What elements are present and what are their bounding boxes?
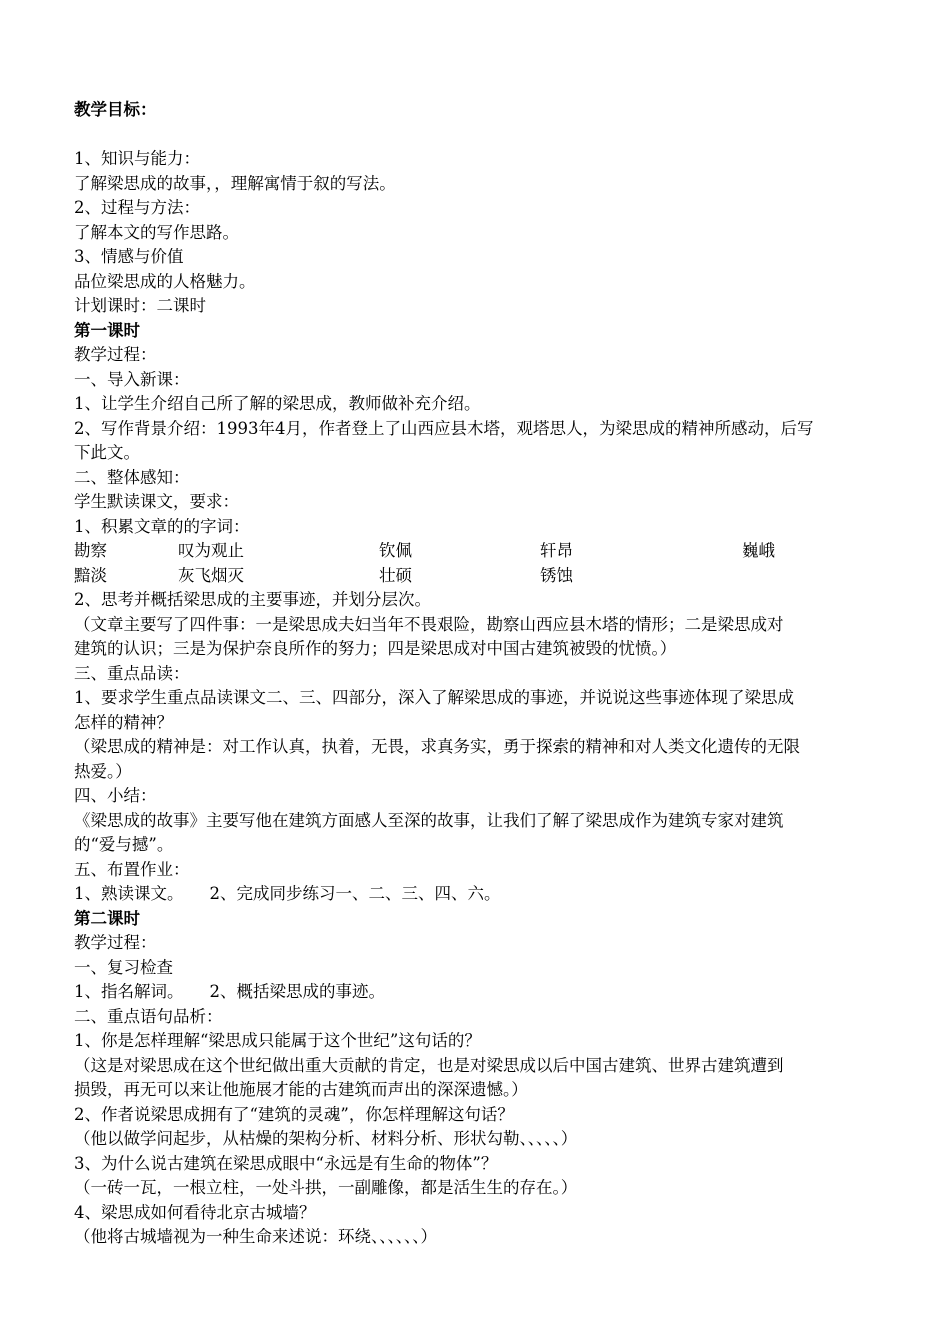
review-item-1: 1、指名解词。: [74, 982, 184, 1001]
key-reading-item-line-2: 怎样的精神？: [74, 712, 173, 732]
vocab-word: 灰飞烟灭: [178, 565, 244, 585]
lesson-2-heading: 第二课时: [74, 908, 140, 928]
homework-items: [74, 882, 884, 907]
vocab-heading: 1、积累文章的的字词：: [74, 516, 250, 536]
section-review-heading: 一、复习检查: [74, 957, 173, 977]
goal-2-heading: 2、过程与方法：: [74, 198, 200, 217]
answer-1-line-1: （这是对梁思成在这个世纪做出重大贡献的肯定，也是对梁思成以后中国古建筑、世界古建筑遭到: [74, 1055, 784, 1075]
vocab-word: 叹为观止: [178, 541, 244, 560]
vocab-row-1: [74, 539, 884, 564]
overall-item-2: 2、思考并概括梁思成的主要事迹，并划分层次。: [74, 590, 431, 609]
homework-item-1: 1、熟读课文。: [74, 884, 184, 903]
goal-3-heading: 3、情感与价值: [74, 247, 184, 266]
answer-2: （他以做学问起步，从枯燥的架构分析、材料分析、形状勾勒、、、、、）: [74, 1129, 578, 1148]
overall-answer-line-2: 建筑的认识；三是为保护奈良所作的努力；四是梁思成对中国古建筑被毁的忧愤。）: [74, 639, 677, 658]
key-reading-item-line-1: 1、要求学生重点品读课文二、三、四部分，深入了解梁思成的事迹，并说说这些事迹体现了梁思成: [74, 688, 794, 707]
teaching-goals-heading: 教学目标：: [74, 100, 157, 119]
goal-3-text: 品位梁思成的人格魅力。: [74, 271, 256, 291]
homework-item-2: 2、完成同步练习一、二、三、四、六。: [209, 884, 501, 903]
intro-item-2-line-1: 2、写作背景介绍：1993年4月，作者登上了山西应县木塔，观塔思人，为梁思成的精神所感动，后写: [74, 418, 814, 438]
planned-hours: 计划课时：二课时: [74, 296, 206, 315]
answer-4: （他将古城墙视为一种生命来述说：环绕、、、、、、）: [74, 1227, 437, 1246]
lesson-1-heading: 第一课时: [74, 320, 140, 340]
intro-item-2-line-2: 下此文。: [74, 443, 140, 462]
answer-3: （一砖一瓦，一根立柱，一处斗拱，一副雕像，都是活生生的存在。）: [74, 1178, 578, 1197]
section-summary-heading: 四、小结：: [74, 786, 157, 805]
section-sentence-analysis-heading: 二、重点语句品析：: [74, 1006, 223, 1026]
vocab-word: 勘察: [74, 541, 107, 560]
vocab-word: 壮硕: [379, 565, 412, 585]
section-homework-heading: 五、布置作业：: [74, 859, 190, 879]
section-overall-heading: 二、整体感知：: [74, 467, 190, 487]
vocab-word: 巍峨: [742, 541, 775, 560]
question-1: 1、你是怎样理解“梁思成只能属于这个世纪”这句话的？: [74, 1031, 481, 1050]
review-item-2: 2、概括梁思成的事迹。: [209, 982, 385, 1001]
question-3: 3、为什么说古建筑在梁思成眼中“永远是有生命的物体”？: [74, 1153, 498, 1173]
answer-1-line-2: 损毁，再无可以来让他施展才能的古建筑而声出的深深遗憾。）: [74, 1080, 528, 1099]
summary-line-1: 《梁思成的故事》主要写他在建筑方面感人至深的故事，让我们了解了梁思成作为建筑专家对建筑: [74, 810, 784, 830]
intro-item-1: 1、让学生介绍自己所了解的梁思成，教师做补充介绍。: [74, 394, 481, 413]
vocab-word: 钦佩: [379, 541, 412, 560]
key-reading-answer-line-2: 热爱。）: [74, 761, 132, 781]
vocab-word: 锈蚀: [540, 565, 573, 585]
vocab-word: 黯淡: [74, 565, 107, 585]
section-intro-heading: 一、导入新课：: [74, 369, 190, 389]
goal-2-text: 了解本文的写作思路。: [74, 222, 239, 242]
summary-line-2: 的“爱与撼”。: [74, 835, 174, 854]
teaching-process-label: 教学过程：: [74, 345, 157, 364]
question-2: 2、作者说梁思成拥有了“建筑的灵魂”，你怎样理解这句话？: [74, 1104, 514, 1124]
teaching-process-label-2: 教学过程：: [74, 933, 157, 952]
section-key-reading-heading: 三、重点品读：: [74, 663, 190, 683]
lesson-plan-body: [74, 98, 884, 1250]
key-reading-answer-line-1: （梁思成的精神是：对工作认真，执着，无畏，求真务实，勇于探索的精神和对人类文化遗传的无限: [74, 737, 800, 756]
silent-reading-text: 学生默读课文，要求：: [74, 492, 239, 511]
question-4: 4、梁思成如何看待北京古城墙？: [74, 1202, 316, 1222]
vocab-row-2: [74, 564, 884, 589]
vocab-word: 轩昂: [540, 541, 573, 560]
review-items: [74, 980, 884, 1005]
goal-1-text: 了解梁思成的故事，，理解寓情于叙的写法。: [74, 173, 396, 193]
overall-answer-line-1: （文章主要写了四件事：一是梁思成夫妇当年不畏艰险，勘察山西应县木塔的情形；二是梁思成对: [74, 614, 784, 634]
goal-1-heading: 1、知识与能力：: [74, 149, 200, 168]
